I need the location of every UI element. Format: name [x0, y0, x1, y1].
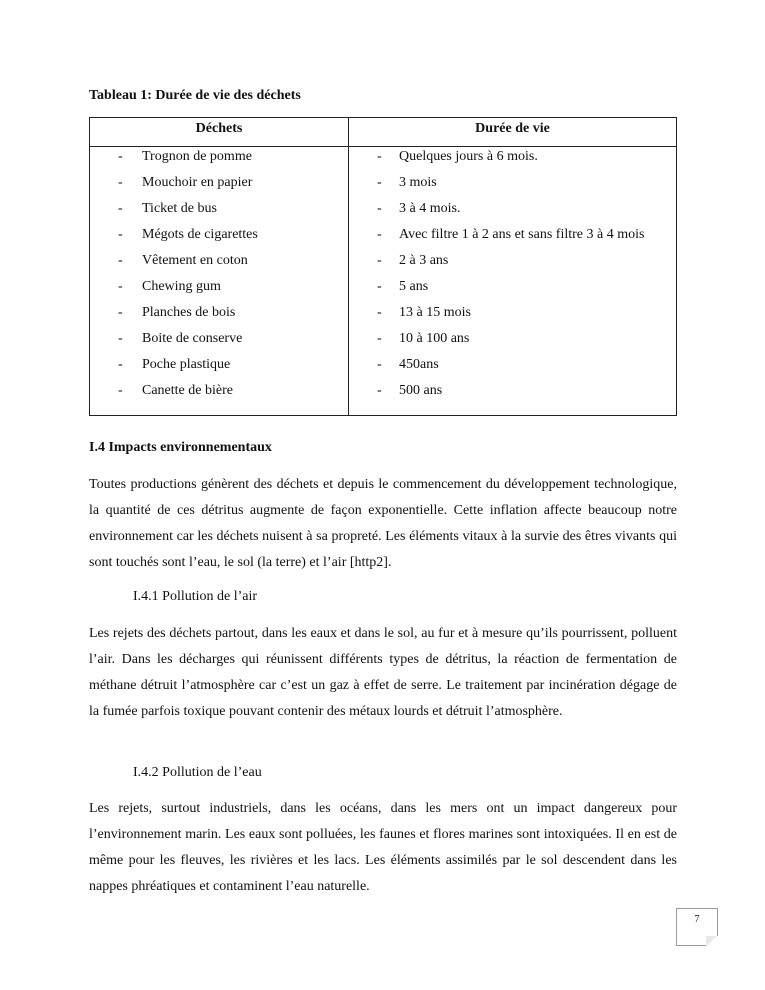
bullet-dash: -	[118, 253, 123, 268]
bullet-dash: -	[118, 201, 123, 216]
table-row	[349, 147, 676, 173]
bullet-dash: -	[377, 149, 382, 164]
air-pollution-paragraph: Les rejets des déchets partout, dans les eaux et dans le sol, au fur et à mesure qu’ils pourrissent, polluent l’air. Dans les décharges qui réunissent différents types de détritus, la réaction de fermentation de méthane détruit l’atmosphère car c’est un gaz à effet de serre. Le traitement par incinération dégage de la fumée parfois toxique pouvant contenir des métaux lourds et détruit l’atmosphère.	[89, 626, 677, 719]
lifetime-value: 3 à 4 mois.	[399, 201, 461, 216]
table-row	[349, 381, 676, 407]
header-duree-de-vie: Durée de vie	[349, 118, 677, 147]
table-body-row	[90, 147, 677, 416]
lifetime-value: 500 ans	[399, 383, 443, 398]
bullet-dash: -	[118, 383, 123, 398]
lifetime-value: 5 ans	[399, 279, 429, 294]
lifetime-column	[349, 147, 677, 416]
header-dechets: Déchets	[90, 118, 349, 147]
lifetime-value: 450ans	[399, 357, 439, 372]
bullet-dash: -	[377, 331, 382, 346]
page-number-box	[676, 908, 718, 946]
bullet-dash: -	[118, 331, 123, 346]
waste-name: Mégots de cigarettes	[142, 227, 258, 242]
subsection-heading-air: I.4.1 Pollution de l’air	[133, 589, 258, 604]
bullet-dash: -	[377, 279, 382, 294]
table-row	[90, 277, 348, 303]
waste-name: Vêtement en coton	[142, 253, 248, 268]
table-row	[90, 199, 348, 225]
bullet-dash: -	[377, 357, 382, 372]
waste-name: Ticket de bus	[142, 201, 217, 216]
table-row	[349, 355, 676, 381]
waste-name: Mouchoir en papier	[142, 175, 253, 190]
table-row	[90, 173, 348, 199]
intro-paragraph: Toutes productions génèrent des déchets et depuis le commencement du développement technologique, la quantité de ces détritus augmente de façon exponentielle. Cette inflation affecte beaucoup notre environnement car les déchets nuisent à sa propreté. Les éléments vitaux à la survie des êtres vivants qui sont touchés sont l’eau, le sol (la terre) et l’air [http2].	[89, 477, 677, 570]
waste-name: Planches de bois	[142, 305, 236, 320]
bullet-dash: -	[118, 279, 123, 294]
water-pollution-paragraph: Les rejets, surtout industriels, dans les océans, dans les mers ont un impact dangereux pour l’environnement marin. Les eaux sont polluées, les faunes et flores marines sont intoxiquées. Il en est de même pour les fleuves, les rivières et les lacs. Les éléments assimilés par le sol descendent dans les nappes phréatiques et contaminent l’eau naturelle.	[89, 801, 677, 894]
table-caption: Tableau 1: Durée de vie des déchets	[89, 88, 301, 103]
waste-name: Chewing gum	[142, 279, 221, 294]
bullet-dash: -	[118, 305, 123, 320]
table-row	[349, 199, 676, 225]
bullet-dash: -	[377, 175, 382, 190]
lifetime-value: 3 mois	[399, 175, 437, 190]
section-heading: I.4 Impacts environnementaux	[89, 440, 272, 455]
table-header-row	[90, 118, 677, 147]
waste-column	[90, 147, 349, 416]
lifetime-value: 13 à 15 mois	[399, 305, 471, 320]
subsection-heading-water: I.4.2 Pollution de l’eau	[133, 765, 262, 780]
table-row	[349, 329, 676, 355]
table-row	[349, 251, 676, 277]
table-row	[349, 277, 676, 303]
table-row	[90, 147, 348, 173]
bullet-dash: -	[377, 227, 382, 242]
bullet-dash: -	[118, 149, 123, 164]
bullet-dash: -	[118, 227, 123, 242]
bullet-dash: -	[377, 253, 382, 268]
table-row	[349, 303, 676, 329]
table-row	[349, 173, 676, 199]
page-number: 7	[694, 914, 700, 925]
bullet-dash: -	[377, 201, 382, 216]
waste-name: Boite de conserve	[142, 331, 243, 346]
lifetime-value: Avec filtre 1 à 2 ans et sans filtre 3 à 4 mois	[399, 227, 645, 242]
table-row	[90, 251, 348, 277]
bullet-dash: -	[118, 175, 123, 190]
waste-name: Poche plastique	[142, 357, 231, 372]
bullet-dash: -	[118, 357, 123, 372]
table-row	[90, 381, 348, 407]
table-row	[90, 303, 348, 329]
lifetime-value: 10 à 100 ans	[399, 331, 470, 346]
table-row	[90, 225, 348, 251]
table-row	[349, 225, 676, 251]
page-curl-icon	[706, 936, 718, 946]
waste-lifetime-table	[89, 117, 677, 416]
bullet-dash: -	[377, 383, 382, 398]
waste-name: Trognon de pomme	[142, 149, 252, 164]
table-row	[90, 355, 348, 381]
lifetime-value: 2 à 3 ans	[399, 253, 449, 268]
table-row	[90, 329, 348, 355]
lifetime-value: Quelques jours à 6 mois.	[399, 149, 538, 164]
bullet-dash: -	[377, 305, 382, 320]
waste-name: Canette de bière	[142, 383, 233, 398]
